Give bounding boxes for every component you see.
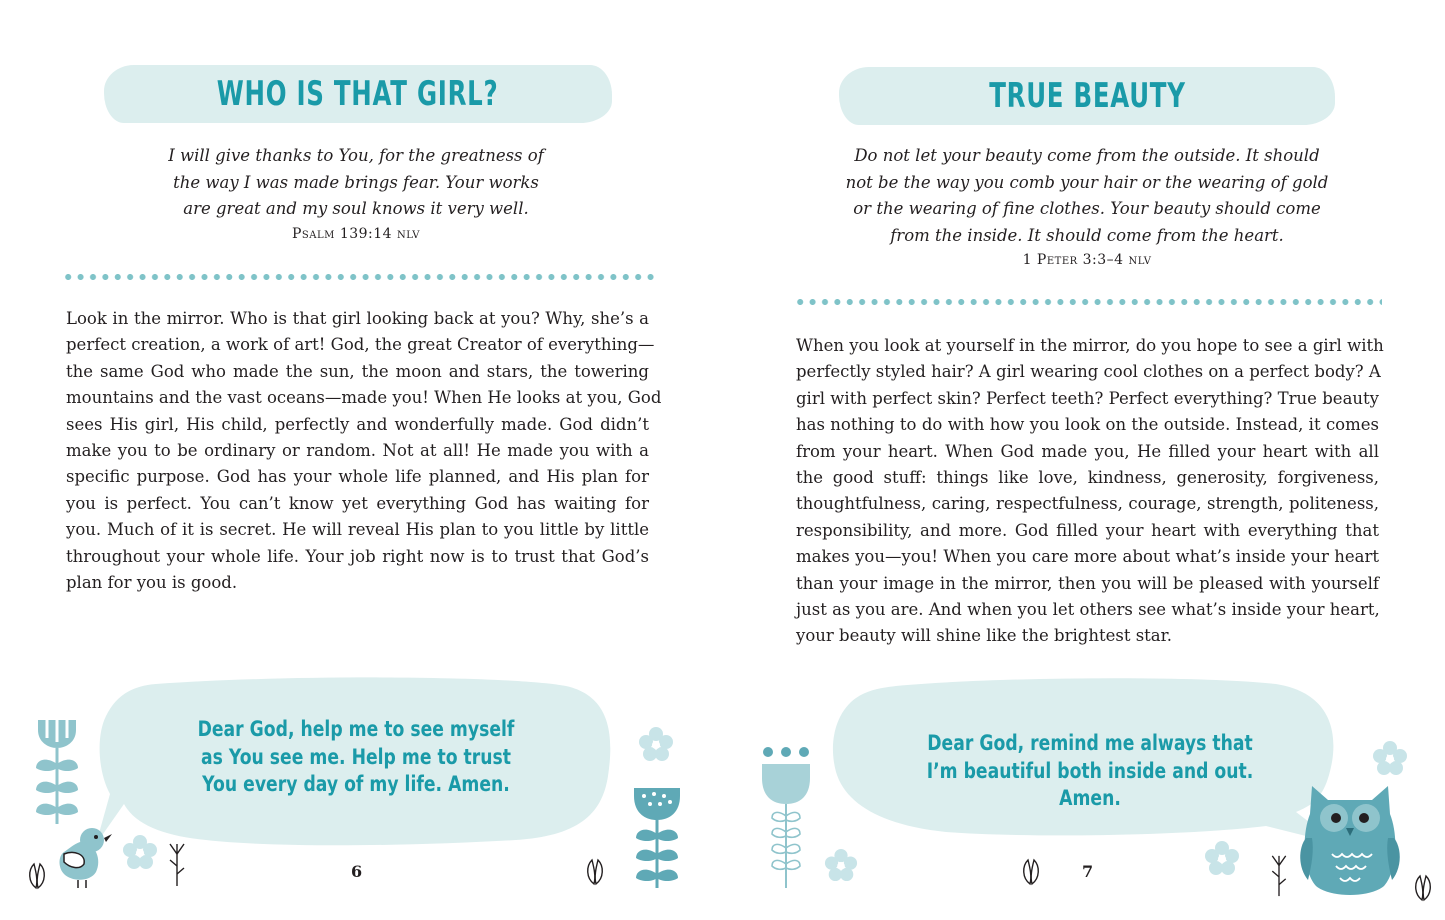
leaf-pair-icon <box>584 858 606 886</box>
body-line: plan for you is good. <box>66 573 238 593</box>
body-line: When you look at yourself in the mirror, do you hope to see a girl with <box>796 336 1384 355</box>
verse-line: or the wearing of fine clothes. Your beauty should come <box>853 199 1321 218</box>
prayer-line: as You see me. Help me to trust <box>200 744 512 769</box>
prayer-text <box>910 730 1271 813</box>
body-line: the same God who made the sun, the moon and stars, the towering <box>66 361 649 381</box>
bird-icon <box>56 824 116 890</box>
page-title: TRUE BEAUTY <box>988 76 1186 116</box>
devotional-body <box>796 333 1384 650</box>
right-page <box>722 0 1445 920</box>
verse-line: the way I was made brings fear. Your works <box>173 172 539 192</box>
flower-icon <box>824 848 858 882</box>
scripture-verse <box>120 143 592 223</box>
prayer-line: Dear God, remind me always that <box>927 731 1253 755</box>
title-banner <box>839 67 1335 125</box>
body-line: perfectly styled hair? A girl wearing cool clothes on a perfect body? A <box>796 362 1381 382</box>
body-line: the good stuff: things like love, kindness, generosity, forgiveness, <box>796 468 1379 488</box>
dotted-divider <box>62 273 654 281</box>
sprout-icon <box>164 840 190 888</box>
flower-icon <box>122 834 158 870</box>
body-line: sees His girl, His child, perfectly and wonderfully made. God didn’t <box>66 414 649 434</box>
scripture-verse <box>812 143 1362 249</box>
flower-icon <box>1204 840 1240 876</box>
page-title: WHO IS THAT GIRL? <box>217 74 499 114</box>
devotional-body <box>66 306 662 596</box>
body-line: you. Much of it is secret. He will reveal His plan to you little by little <box>66 520 649 540</box>
body-line: girl with perfect skin? Perfect teeth? Perfect everything? True beauty <box>796 388 1379 408</box>
prayer-text <box>184 716 528 799</box>
prayer-line: You every day of my life. Amen. <box>202 772 510 796</box>
bell-flower-icon <box>758 744 814 890</box>
verse-line: Do not let your beauty come from the outside. It should <box>854 146 1320 165</box>
leaf-pair-icon <box>1412 874 1434 902</box>
body-line: Look in the mirror. Who is that girl looking back at you? Why, she’s a <box>66 309 649 328</box>
body-line: specific purpose. God has your whole life planned, and His plan for <box>66 467 649 487</box>
owl-icon <box>1298 774 1402 900</box>
verse-line: not be the way you comb your hair or the wearing of gold <box>845 172 1329 192</box>
flower-icon <box>1372 740 1408 776</box>
body-line: responsibility, and more. God filled your heart with everything that <box>796 520 1379 540</box>
body-line: has nothing to do with how you look on the outside. Instead, it comes <box>796 415 1379 435</box>
body-line: your beauty will shine like the brightest star. <box>796 626 1172 646</box>
body-line: throughout your whole life. Your job right now is to trust that God’s <box>66 546 649 566</box>
dotted-divider <box>794 298 1382 306</box>
title-banner <box>104 65 612 123</box>
page-number: 7 <box>1082 862 1094 881</box>
body-line: make you to be ordinary or random. Not at all! He made you with a <box>66 441 649 461</box>
verse-reference: 1 Peter 3:3–4 nlv <box>1022 252 1152 268</box>
flower-icon <box>638 726 674 762</box>
prayer-line: Dear God, help me to see myself <box>197 717 515 741</box>
body-line: than your image in the mirror, then you will be pleased with yourself <box>796 573 1379 593</box>
body-line: makes you—you! When you care more about what’s inside your heart <box>796 547 1379 567</box>
prayer-line: I’m beautiful both inside and out. Amen. <box>926 758 1254 810</box>
verse-reference: Psalm 139:14 nlv <box>292 226 420 242</box>
body-line: from your heart. When God made you, He filled your heart with all <box>796 441 1379 461</box>
body-line: you is perfect. You can’t know yet everything God has waiting for <box>66 493 649 513</box>
body-line: mountains and the vast oceans—made you! When He looks at you, God <box>66 388 662 408</box>
body-line: just as you are. And when you let others see what’s inside your heart, <box>796 600 1380 620</box>
bell-flower-icon <box>630 784 684 890</box>
sprout-icon <box>1266 852 1292 898</box>
leaf-pair-icon <box>1020 858 1042 886</box>
verse-line: are great and my soul knows it very well. <box>183 199 529 218</box>
body-line: thoughtfulness, caring, respectfulness, courage, strength, politeness, <box>796 494 1379 514</box>
page-number: 6 <box>351 862 363 881</box>
left-page <box>0 0 722 920</box>
leaf-pair-icon <box>26 862 48 890</box>
verse-line: from the inside. It should come from the heart. <box>890 225 1284 245</box>
verse-line: I will give thanks to You, for the greatness of <box>168 146 544 165</box>
body-line: perfect creation, a work of art! God, the great Creator of everything— <box>66 335 655 355</box>
tulip-stem-icon <box>32 716 82 826</box>
